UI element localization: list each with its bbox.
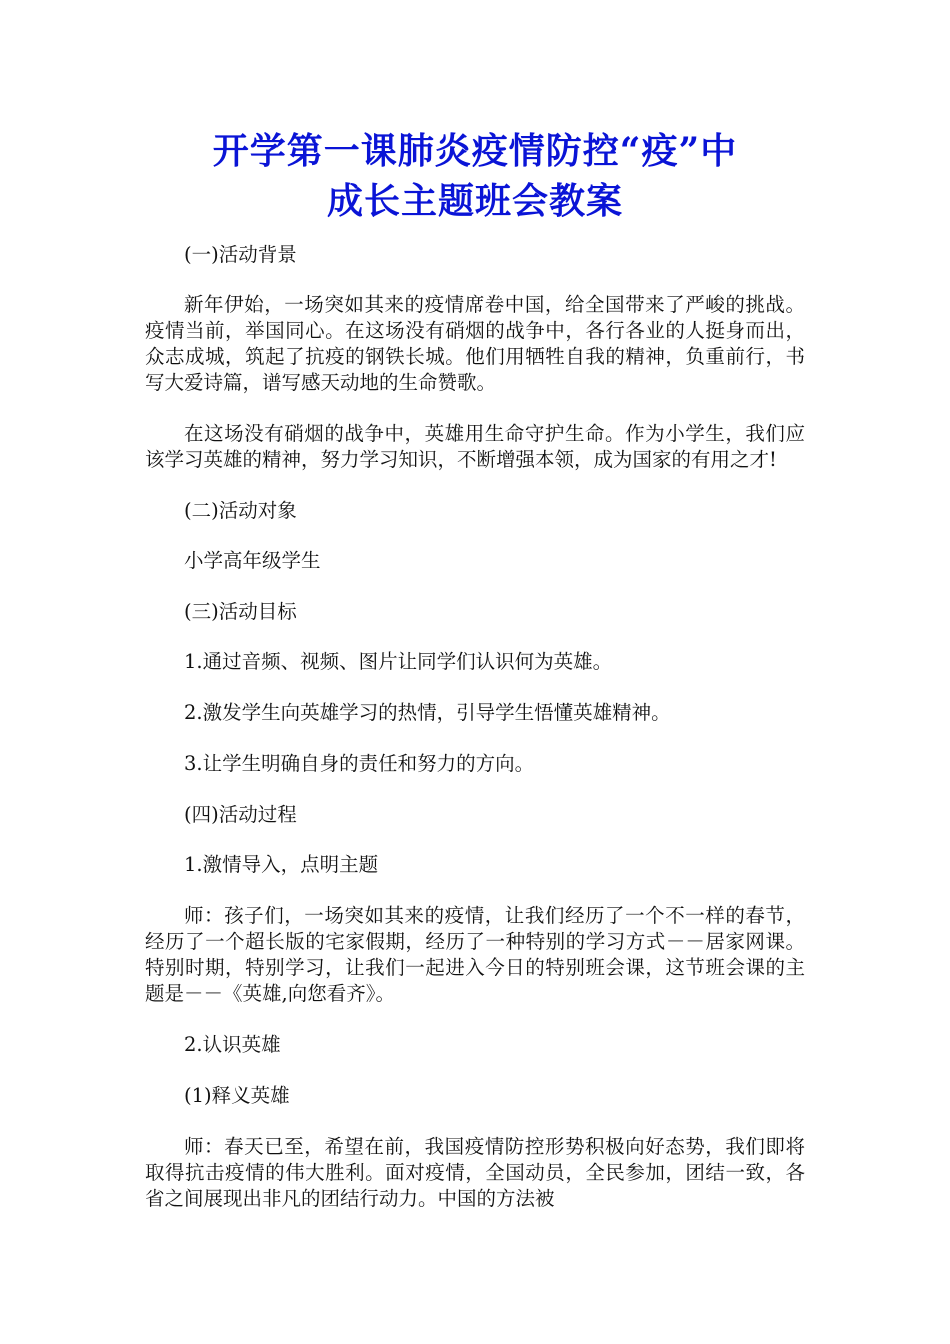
paragraph-audience: 小学高年级学生 (184, 549, 321, 572)
paragraph-background-1: 新年伊始，一场突如其来的疫情席卷中国，给全国带来了严峻的挑战。疫情当前，举国同心。在这场没有硝烟的战争中，各行各业的人挺身而出，众志成城，筑起了抗疫的钢铁长城。他们用牺牲自我的精神，负重前行，书写大爱诗篇，谱写感天动地的生命赞歌。 (145, 293, 805, 394)
paragraph-background-2: 在这场没有硝烟的战争中，英雄用生命守护生命。作为小学生，我们应该学习英雄的精神，努力学习知识，不断增强本领，成为国家的有用之才! (145, 422, 805, 471)
paragraph-teacher-hero: 师：春天已至，希望在前，我国疫情防控形势积极向好态势，我们即将取得抗击疫情的伟大胜利。面对疫情，全国动员，全民参加，团结一致，各省之间展现出非凡的团结行动力。中国的方法被 (145, 1135, 805, 1210)
section-heading-audience: (二)活动对象 (184, 499, 297, 522)
paragraph-teacher-intro: 师：孩子们，一场突如其来的疫情，让我们经历了一个不一样的春节，经历了一个超长版的宅家假期，经历了一种特别的学习方式－－居家网课。特别时期，特别学习，让我们一起进入今日的特别班会课，这节班会课的主题是－－《英雄,向您看齐》。 (145, 904, 805, 1005)
goal-item-1: 1.通过音频、视频、图片让同学们认识何为英雄。 (184, 650, 613, 673)
document-title (145, 126, 805, 226)
title-line-1: 开学第一课肺炎疫情防控“疫”中 (212, 130, 738, 172)
document-body (145, 242, 805, 1237)
section-heading-background: (一)活动背景 (184, 243, 297, 266)
section-heading-process: (四)活动过程 (184, 803, 297, 826)
goal-item-3: 3.让学生明确自身的责任和努力的方向。 (184, 752, 535, 775)
section-heading-goals: (三)活动目标 (184, 600, 297, 623)
title-line-2: 成长主题班会教案 (326, 180, 623, 222)
goal-item-2: 2.激发学生向英雄学习的热情，引导学生悟懂英雄精神。 (184, 701, 671, 724)
process-step-1: 1.激情导入，点明主题 (184, 853, 379, 876)
process-substep-1: (1)释义英雄 (184, 1084, 290, 1107)
process-step-2: 2.认识英雄 (184, 1033, 281, 1056)
